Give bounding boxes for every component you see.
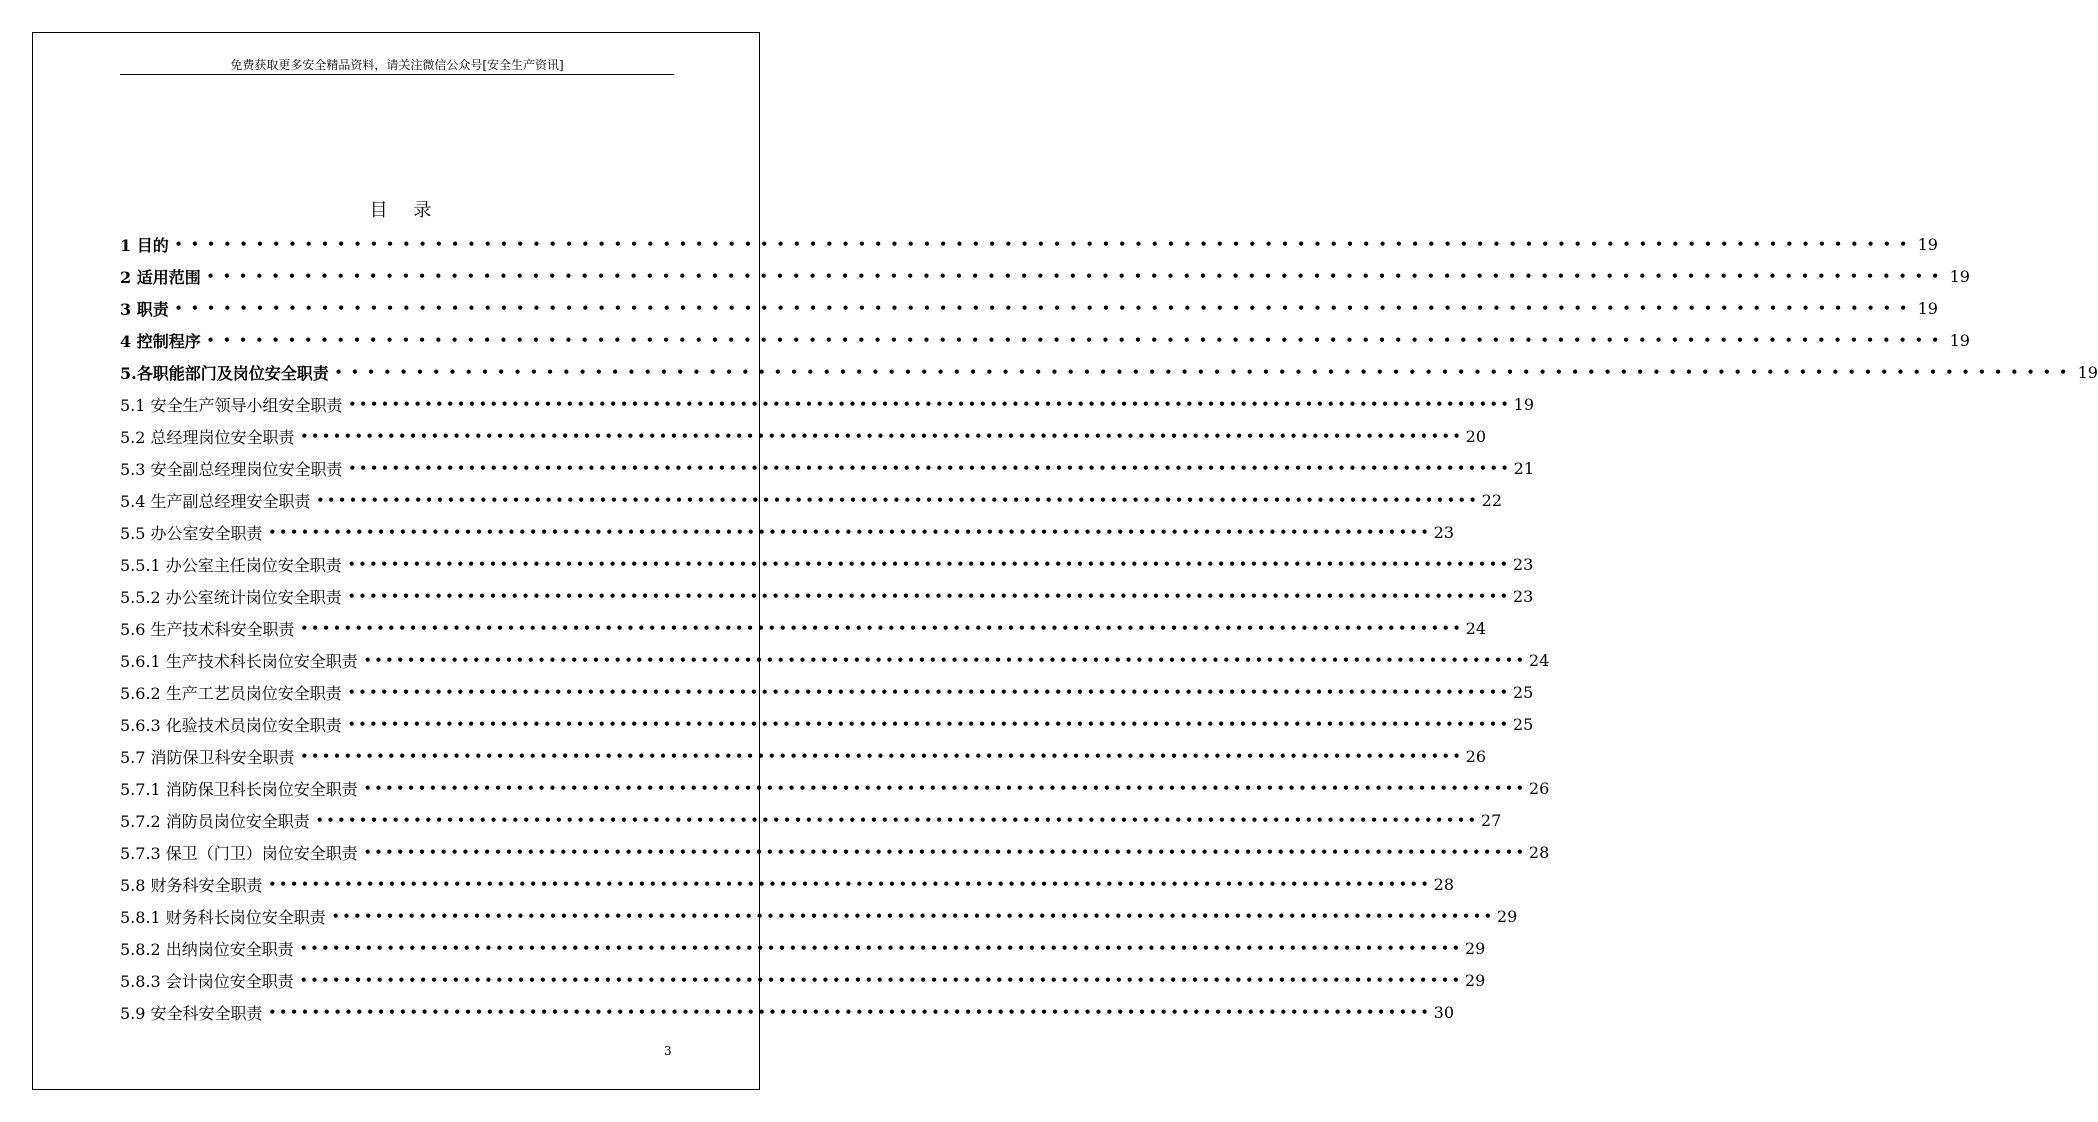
toc-leader-dots: •••••••••••••••••••••••••••••••••••••••••••••••••••••••••••••••••••••••••••••••••••••••••••••••••••••••••••	[300, 429, 1464, 443]
toc-entry[interactable]	[120, 228, 1938, 260]
toc-entry-page: 24	[1465, 618, 1486, 638]
toc-leader-dots: •••••••••••••••••••••••••••••••••••••••••••••••••••••••••••••••••••••••••••••••••••••••••••••••••••••••••••	[363, 845, 1527, 859]
toc-entry-page: 29	[1496, 906, 1518, 926]
toc-leader-dots: •••••••••••••••••••••••••••••••••••••••••••••••••••••••••••••••••••••••••••••••••••••••••••••••••••••••••••	[331, 909, 1495, 923]
toc-entry[interactable]	[120, 708, 1534, 740]
toc-entry-page: 28	[1528, 842, 1550, 862]
toc-entry-page: 25	[1512, 714, 1534, 734]
toc-entry[interactable]	[120, 580, 1534, 612]
toc-entry[interactable]	[120, 740, 1486, 772]
toc-entry-label: 5.8 财务科安全职责	[120, 875, 263, 895]
toc-entry-label: 5.1 安全生产领导小组安全职责	[120, 395, 343, 415]
toc-entry-label: 5.8.1 财务科长岗位安全职责	[120, 907, 326, 927]
toc-leader-dots: •••••••••••••••••••••••••••••••••••••••••••••••••••••••••••••••••••••••••••••••••••••••••••••••••••••••••••	[347, 557, 1511, 571]
toc-entry[interactable]	[120, 388, 1534, 420]
toc-leader-dots: •••••••••••••••••••••••••••••••••••••••••••••••••••••••••••••••••••••••••••••••••••••••••••••••••••••••••••	[347, 685, 1511, 699]
toc-entry-page: 19	[1949, 330, 1970, 350]
toc-entry-page: 19	[1513, 394, 1534, 414]
toc-entry[interactable]	[120, 356, 2098, 388]
toc-leader-dots: •••••••••••••••••••••••••••••••••••••••••••••••••••••••••••••••••••••••••••••••••••••••••••••••••••••••••••	[300, 621, 1464, 635]
toc-entry[interactable]	[120, 420, 1486, 452]
toc-leader-dots: •••••••••••••••••••••••••••••••••••••••••••••••••••••••••••••••••••••••••••••••••••••••••••••••••••••••••••	[174, 301, 1916, 315]
toc-entry[interactable]	[120, 772, 1550, 804]
toc-entry[interactable]	[120, 260, 1970, 292]
toc-leader-dots: •••••••••••••••••••••••••••••••••••••••••••••••••••••••••••••••••••••••••••••••••••••••••••••••••••••••••••	[348, 397, 1512, 411]
toc-entry-label: 3 职责	[120, 299, 169, 319]
toc-entry-label: 5.5.2 办公室统计岗位安全职责	[120, 587, 342, 607]
toc-entry-page: 20	[1465, 426, 1486, 446]
toc-entry-page: 19	[1917, 298, 1938, 318]
toc-entry[interactable]	[120, 996, 1454, 1028]
toc-entry-label: 1 目的	[120, 235, 169, 255]
toc-entry[interactable]	[120, 292, 1938, 324]
toc-entry-page: 23	[1433, 522, 1454, 542]
toc-leader-dots: •••••••••••••••••••••••••••••••••••••••••••••••••••••••••••••••••••••••••••••••••••••••••••••••••••••••••••	[206, 269, 1948, 283]
toc-entry-label: 5.7.1 消防保卫科长岗位安全职责	[120, 779, 358, 799]
toc-entry[interactable]	[120, 324, 1970, 356]
toc-leader-dots: •••••••••••••••••••••••••••••••••••••••••••••••••••••••••••••••••••••••••••••••••••••••••••••••••••••••••••	[363, 653, 1527, 667]
toc-entry-page: 26	[1465, 746, 1486, 766]
toc-entry-page: 22	[1481, 490, 1502, 510]
toc-entry-label: 5.8.3 会计岗位安全职责	[120, 971, 294, 991]
table-of-contents	[120, 228, 2098, 1028]
header-notice: 免费获取更多安全精品资料，请关注微信公众号[安全生产资讯]	[230, 58, 564, 72]
toc-entry[interactable]	[120, 644, 1550, 676]
toc-entry-page: 26	[1528, 778, 1550, 798]
toc-entry-page: 30	[1433, 1002, 1454, 1022]
toc-entry[interactable]	[120, 932, 1486, 964]
toc-leader-dots: •••••••••••••••••••••••••••••••••••••••••••••••••••••••••••••••••••••••••••••••••••••••••••••••••••••••••••	[299, 941, 1463, 955]
toc-entry-label: 5.9 安全科安全职责	[120, 1003, 263, 1023]
toc-entry-label: 5.3 安全副总经理岗位安全职责	[120, 459, 343, 479]
toc-entry-label: 5.4 生产副总经理安全职责	[120, 491, 311, 511]
toc-leader-dots: •••••••••••••••••••••••••••••••••••••••••••••••••••••••••••••••••••••••••••••••••••••••••••••••••••••••••••	[206, 333, 1948, 347]
toc-entry-label: 5.6.3 化验技术员岗位安全职责	[120, 715, 342, 735]
toc-entry[interactable]	[120, 804, 1502, 836]
toc-leader-dots: •••••••••••••••••••••••••••••••••••••••••••••••••••••••••••••••••••••••••••••••••••••••••••••••••••••••••••	[334, 365, 2076, 379]
toc-entry-page: 25	[1512, 682, 1534, 702]
toc-leader-dots: •••••••••••••••••••••••••••••••••••••••••••••••••••••••••••••••••••••••••••••••••••••••••••••••••••••••••••	[268, 877, 1432, 891]
toc-leader-dots: •••••••••••••••••••••••••••••••••••••••••••••••••••••••••••••••••••••••••••••••••••••••••••••••••••••••••••	[363, 781, 1527, 795]
toc-entry-label: 5.7 消防保卫科安全职责	[120, 747, 295, 767]
toc-entry-label: 5.各职能部门及岗位安全职责	[120, 363, 329, 383]
toc-entry-label: 5.6.1 生产技术科长岗位安全职责	[120, 651, 358, 671]
header-rule	[120, 74, 674, 75]
toc-entry-page: 29	[1464, 938, 1486, 958]
toc-entry[interactable]	[120, 900, 1518, 932]
toc-entry-page: 28	[1433, 874, 1454, 894]
toc-entry-page: 21	[1513, 458, 1534, 478]
toc-entry-page: 19	[1949, 266, 1970, 286]
toc-entry[interactable]	[120, 516, 1454, 548]
toc-entry-label: 5.5.1 办公室主任岗位安全职责	[120, 555, 342, 575]
toc-leader-dots: •••••••••••••••••••••••••••••••••••••••••••••••••••••••••••••••••••••••••••••••••••••••••••••••••••••••••••	[174, 237, 1916, 251]
toc-entry-label: 5.6.2 生产工艺员岗位安全职责	[120, 683, 342, 703]
toc-entry-page: 19	[1917, 234, 1938, 254]
toc-entry[interactable]	[120, 964, 1486, 996]
toc-entry-label: 4 控制程序	[120, 331, 201, 351]
toc-leader-dots: •••••••••••••••••••••••••••••••••••••••••••••••••••••••••••••••••••••••••••••••••••••••••••••••••••••••••••	[268, 1005, 1432, 1019]
toc-entry-label: 5.6 生产技术科安全职责	[120, 619, 295, 639]
toc-entry[interactable]	[120, 868, 1454, 900]
toc-entry[interactable]	[120, 484, 1502, 516]
toc-leader-dots: •••••••••••••••••••••••••••••••••••••••••••••••••••••••••••••••••••••••••••••••••••••••••••••••••••••••••••	[299, 973, 1463, 987]
toc-entry-label: 5.7.3 保卫（门卫）岗位安全职责	[120, 843, 358, 863]
toc-entry-label: 5.8.2 出纳岗位安全职责	[120, 939, 294, 959]
toc-entry[interactable]	[120, 676, 1534, 708]
toc-entry-page: 23	[1512, 586, 1534, 606]
toc-entry-page: 19	[2077, 362, 2098, 382]
toc-entry-label: 2 适用范围	[120, 267, 201, 287]
toc-entry-label: 5.2 总经理岗位安全职责	[120, 427, 295, 447]
toc-leader-dots: •••••••••••••••••••••••••••••••••••••••••••••••••••••••••••••••••••••••••••••••••••••••••••••••••••••••••••	[348, 461, 1512, 475]
toc-entry-page: 29	[1464, 970, 1486, 990]
toc-entry[interactable]	[120, 836, 1550, 868]
toc-entry-page: 24	[1528, 650, 1550, 670]
toc-leader-dots: •••••••••••••••••••••••••••••••••••••••••••••••••••••••••••••••••••••••••••••••••••••••••••••••••••••••••••	[300, 749, 1464, 763]
toc-entry-page: 27	[1480, 810, 1502, 830]
toc-entry-page: 23	[1512, 554, 1534, 574]
toc-leader-dots: •••••••••••••••••••••••••••••••••••••••••••••••••••••••••••••••••••••••••••••••••••••••••••••••••••••••••••	[347, 589, 1511, 603]
toc-leader-dots: •••••••••••••••••••••••••••••••••••••••••••••••••••••••••••••••••••••••••••••••••••••••••••••••••••••••••••	[315, 813, 1479, 827]
toc-entry[interactable]	[120, 452, 1534, 484]
toc-leader-dots: •••••••••••••••••••••••••••••••••••••••••••••••••••••••••••••••••••••••••••••••••••••••••••••••••••••••••••	[347, 717, 1511, 731]
toc-entry-label: 5.5 办公室安全职责	[120, 523, 263, 543]
toc-leader-dots: •••••••••••••••••••••••••••••••••••••••••••••••••••••••••••••••••••••••••••••••••••••••••••••••••••••••••••	[316, 493, 1480, 507]
toc-entry-label: 5.7.2 消防员岗位安全职责	[120, 811, 310, 831]
toc-entry[interactable]	[120, 548, 1534, 580]
page-number: 3	[664, 1044, 672, 1058]
toc-title: 目 录	[369, 200, 442, 221]
toc-entry[interactable]	[120, 612, 1486, 644]
toc-leader-dots: •••••••••••••••••••••••••••••••••••••••••••••••••••••••••••••••••••••••••••••••••••••••••••••••••••••••••••	[268, 525, 1432, 539]
